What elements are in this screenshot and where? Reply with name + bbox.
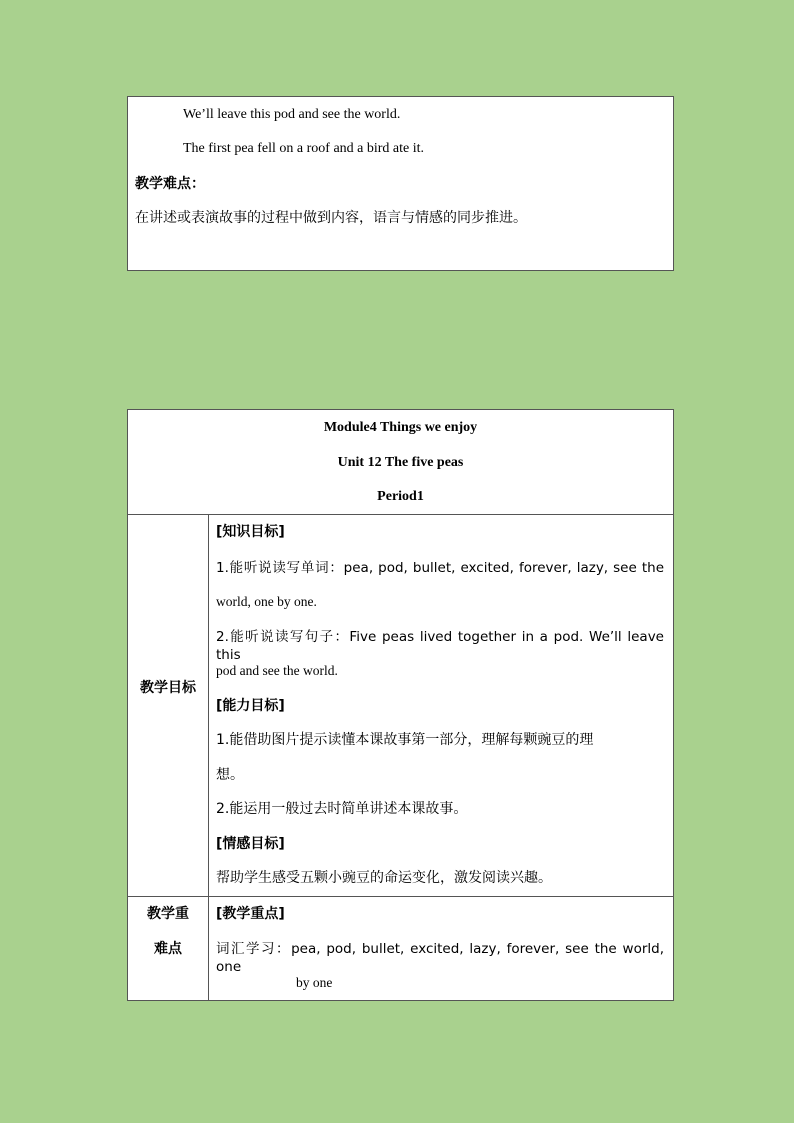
key-points-label-line1: 教学重: [147, 906, 189, 922]
ability-item-1: 1.能借助图片提示读懂本课故事第一部分，理解每颗豌豆的理: [216, 732, 594, 748]
lesson-plan-table: [127, 409, 674, 1001]
key-points-label-line2: 难点: [154, 941, 182, 957]
knowledge-item-2: 2.能听说读写句子：Five peas lived together in a pod. We’ll leave this: [216, 629, 664, 663]
knowledge-item-1-cont: world, one by one.: [216, 594, 317, 609]
period-title: Period1: [377, 489, 424, 504]
unit-title: Unit 12 The five peas: [337, 455, 464, 470]
key-points-heading: [教学重点]: [216, 906, 285, 922]
text-line: We’ll leave this pod and see the world.: [183, 107, 401, 122]
emotion-heading: [情感目标]: [216, 836, 285, 852]
top-table: [127, 96, 674, 271]
difficulty-text: 在讲述或表演故事的过程中做到内容，语言与情感的同步推进。: [135, 210, 527, 226]
module-title: Module4 Things we enjoy: [323, 420, 478, 435]
knowledge-heading: [知识目标]: [216, 524, 285, 540]
vocab-line-cont: by one: [296, 975, 333, 990]
text-line: The first pea fell on a roof and a bird ate it.: [183, 141, 425, 156]
knowledge-item-1: 1.能听说读写单词：pea, pod, bullet, excited, forever, lazy, see the: [216, 560, 664, 576]
difficulty-heading: 教学难点：: [135, 176, 205, 192]
row-divider: [128, 514, 673, 515]
ability-item-2: 2.能运用一般过去时简单讲述本课故事。: [216, 801, 468, 817]
ability-item-1-cont: 想。: [216, 767, 244, 783]
emotion-text: 帮助学生感受五颗小豌豆的命运变化，激发阅读兴趣。: [216, 870, 552, 886]
vocab-line: 词汇学习：pea, pod, bullet, excited, lazy, forever, see the world, one: [216, 941, 664, 975]
row-divider: [128, 896, 673, 897]
ability-heading: [能力目标]: [216, 698, 285, 714]
column-divider: [208, 514, 209, 1000]
knowledge-item-2-cont: pod and see the world.: [216, 663, 338, 678]
goals-label: 教学目标: [140, 680, 196, 696]
